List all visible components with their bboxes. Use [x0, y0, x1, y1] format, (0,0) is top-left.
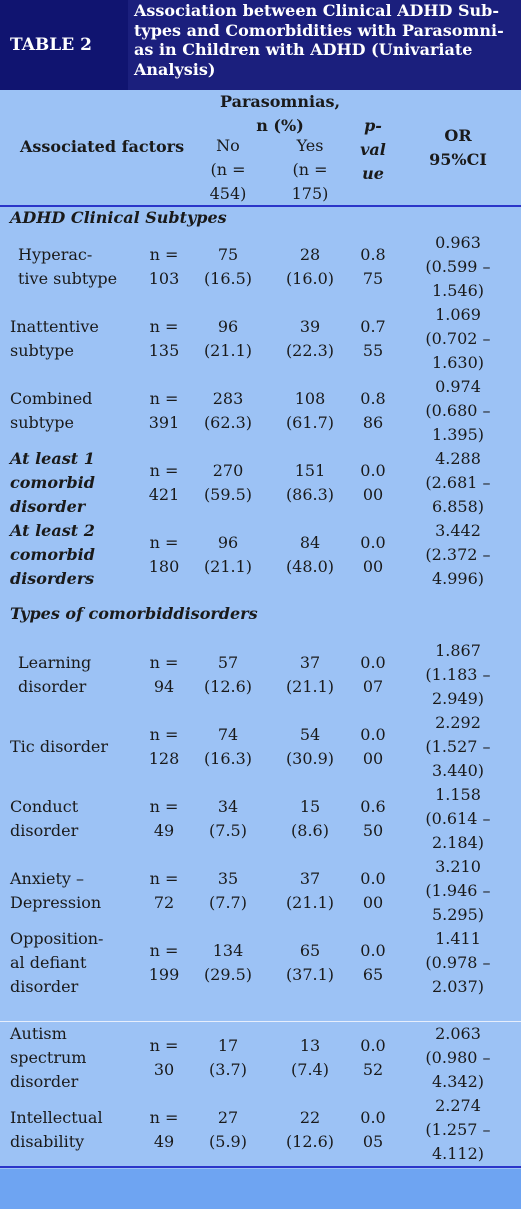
- row-yes-count: 39: [299, 317, 321, 336]
- row-or-ci: 2.949): [431, 689, 485, 708]
- row-yes-count: 22: [299, 1108, 321, 1127]
- row-n: n =: [149, 725, 179, 744]
- row-label: At least 2: [10, 521, 95, 540]
- header-or: 95%CI: [429, 150, 487, 169]
- row-yes-count: (12.6): [285, 1132, 335, 1151]
- row-yes-count: (21.1): [285, 677, 335, 696]
- row-label: Intellectual: [10, 1108, 103, 1127]
- table-title-line: types and Comorbidities with Parasomni-: [134, 20, 504, 40]
- row-yes-count: 28: [299, 245, 321, 264]
- row-yes-count: 15: [299, 797, 321, 816]
- row-no-count: (3.7): [209, 1060, 247, 1079]
- row-or-ci: 2.292: [435, 713, 481, 732]
- row-or-ci: 1.867: [435, 641, 481, 660]
- row-label: Tic disorder: [10, 737, 109, 756]
- row-n: 103: [148, 269, 180, 288]
- row-label: al defiant: [10, 953, 87, 972]
- row-or-ci: (1.257 –: [425, 1120, 491, 1139]
- row-or-ci: (1.183 –: [425, 665, 491, 684]
- row-or-ci: 2.184): [431, 833, 485, 852]
- row-no-count: 96: [217, 317, 239, 336]
- row-or-ci: 2.063: [435, 1024, 481, 1043]
- row-p-value: 0.0: [360, 461, 386, 480]
- row-or-ci: 4.996): [431, 569, 485, 588]
- header-no: (n =: [210, 160, 246, 179]
- row-or-ci: 3.442: [435, 521, 481, 540]
- row-or-ci: 4.342): [431, 1072, 485, 1091]
- header-no: No: [216, 136, 240, 155]
- row-n: n =: [149, 1036, 179, 1055]
- row-yes-count: 37: [299, 653, 321, 672]
- row-label: subtype: [10, 341, 74, 360]
- row-label: comorbid: [10, 473, 95, 492]
- row-or-ci: 3.440): [431, 761, 485, 780]
- row-no-count: 96: [217, 533, 239, 552]
- bottom-rule: [0, 1166, 521, 1168]
- row-p-value: 00: [362, 557, 384, 576]
- row-or-ci: 1.395): [431, 425, 485, 444]
- row-p-value: 0.0: [360, 1036, 386, 1055]
- row-or-ci: 0.974: [435, 377, 481, 396]
- row-n: n =: [149, 317, 179, 336]
- row-p-value: 00: [362, 893, 384, 912]
- header-p-value: p-: [364, 116, 382, 135]
- row-p-value: 0.0: [360, 725, 386, 744]
- row-no-count: (16.5): [203, 269, 253, 288]
- row-label: Autism: [10, 1024, 67, 1043]
- header-or: OR: [444, 126, 472, 145]
- row-label: disability: [10, 1132, 85, 1151]
- row-n: 421: [148, 485, 180, 504]
- header-yes: (n =: [292, 160, 328, 179]
- row-yes-count: (37.1): [285, 965, 335, 984]
- row-n: 128: [148, 749, 180, 768]
- row-p-value: 00: [362, 749, 384, 768]
- row-no-count: (12.6): [203, 677, 253, 696]
- row-or-ci: (0.614 –: [425, 809, 491, 828]
- row-or-ci: 1.158: [435, 785, 481, 804]
- row-yes-count: (16.0): [285, 269, 335, 288]
- row-no-count: (7.5): [209, 821, 247, 840]
- row-n: n =: [149, 245, 179, 264]
- row-yes-count: (86.3): [285, 485, 335, 504]
- row-or-ci: 1.411: [435, 929, 481, 948]
- header-yes: Yes: [296, 136, 324, 155]
- row-label: tive subtype: [18, 269, 118, 288]
- row-label: At least 1: [10, 449, 95, 468]
- row-no-count: 57: [217, 653, 239, 672]
- row-no-count: (62.3): [203, 413, 253, 432]
- row-no-count: (21.1): [203, 557, 253, 576]
- row-or-ci: 4.112): [431, 1144, 485, 1163]
- row-or-ci: 1.069: [435, 305, 481, 324]
- row-yes-count: (8.6): [291, 821, 329, 840]
- row-no-count: 134: [212, 941, 244, 960]
- row-label: disorder: [10, 821, 79, 840]
- row-yes-count: 65: [299, 941, 321, 960]
- row-p-value: 75: [362, 269, 384, 288]
- row-no-count: 27: [217, 1108, 239, 1127]
- row-n: 135: [148, 341, 180, 360]
- row-no-count: 74: [217, 725, 239, 744]
- row-n: n =: [149, 797, 179, 816]
- row-yes-count: 37: [299, 869, 321, 888]
- row-n: n =: [149, 1108, 179, 1127]
- row-label: disorder: [10, 1072, 79, 1091]
- row-label: subtype: [10, 413, 74, 432]
- row-label: Combined: [10, 389, 93, 408]
- row-n: 180: [148, 557, 180, 576]
- row-yes-count: 13: [299, 1036, 321, 1055]
- row-no-count: (59.5): [203, 485, 253, 504]
- row-n: 72: [153, 893, 175, 912]
- row-label: disorder: [10, 977, 79, 996]
- row-or-ci: (0.599 –: [425, 257, 491, 276]
- row-or-ci: (0.980 –: [425, 1048, 491, 1067]
- footer-band: [0, 1169, 521, 1209]
- header-yes: 175): [291, 184, 329, 203]
- row-or-ci: 2.274: [435, 1096, 481, 1115]
- row-or-ci: 3.210: [435, 857, 481, 876]
- row-label: Anxiety –: [10, 869, 85, 888]
- row-p-value: 0.0: [360, 1108, 386, 1127]
- row-yes-count: (61.7): [285, 413, 335, 432]
- row-n: 391: [148, 413, 180, 432]
- header-parasomnias: n (%): [256, 116, 304, 135]
- table-title-line: as in Children with ADHD (Univariate: [134, 40, 473, 59]
- row-p-value: 07: [362, 677, 384, 696]
- row-p-value: 0.0: [360, 533, 386, 552]
- row-p-value: 0.0: [360, 653, 386, 672]
- row-n: n =: [149, 869, 179, 888]
- row-n: 30: [153, 1060, 175, 1079]
- table-number: [0, 0, 128, 90]
- row-yes-count: 151: [294, 461, 326, 480]
- table-title-line: Association between Clinical ADHD Sub-: [134, 1, 499, 20]
- row-label: Hyperac-: [18, 245, 93, 264]
- row-no-count: (21.1): [203, 341, 253, 360]
- row-yes-count: 54: [299, 725, 321, 744]
- row-n: 199: [148, 965, 180, 984]
- table-number-text: TABLE 2: [10, 35, 92, 55]
- row-p-value: 00: [362, 485, 384, 504]
- row-no-count: (5.9): [209, 1132, 247, 1151]
- row-yes-count: (30.9): [285, 749, 335, 768]
- row-p-value: 55: [362, 341, 384, 360]
- row-p-value: 0.7: [360, 317, 386, 336]
- row-label: comorbid: [10, 545, 95, 564]
- row-no-count: 17: [217, 1036, 239, 1055]
- row-p-value: 0.6: [360, 797, 386, 816]
- row-n: n =: [149, 389, 179, 408]
- row-label: Depression: [10, 893, 102, 912]
- header-no: 454): [209, 184, 247, 203]
- header-parasomnias: Parasomnias,: [219, 92, 341, 111]
- row-p-value: 50: [362, 821, 384, 840]
- row-or-ci: 1.546): [431, 281, 485, 300]
- row-n: 49: [153, 1132, 175, 1151]
- row-label: Conduct: [10, 797, 79, 816]
- row-n: 94: [153, 677, 175, 696]
- row-label: disorder: [10, 497, 86, 516]
- row-label: Opposition-: [10, 929, 104, 948]
- section-heading: ADHD Clinical Subtypes: [10, 208, 227, 227]
- row-no-count: 35: [217, 869, 239, 888]
- row-n: n =: [149, 653, 179, 672]
- row-no-count: 270: [212, 461, 244, 480]
- row-or-ci: 5.295): [431, 905, 485, 924]
- row-yes-count: (21.1): [285, 893, 335, 912]
- row-yes-count: 84: [299, 533, 321, 552]
- row-label: spectrum: [10, 1048, 87, 1067]
- row-yes-count: (7.4): [291, 1060, 329, 1079]
- row-or-ci: 1.630): [431, 353, 485, 372]
- divider-line: [0, 1021, 521, 1022]
- row-n: n =: [149, 533, 179, 552]
- row-or-ci: (0.702 –: [425, 329, 491, 348]
- row-no-count: (7.7): [209, 893, 247, 912]
- row-or-ci: (0.978 –: [425, 953, 491, 972]
- row-n: 49: [153, 821, 175, 840]
- row-or-ci: 2.037): [431, 977, 485, 996]
- row-label: Learning: [18, 653, 92, 672]
- row-or-ci: (1.527 –: [425, 737, 491, 756]
- row-yes-count: (48.0): [285, 557, 335, 576]
- row-p-value: 0.8: [360, 245, 386, 264]
- row-p-value: 86: [362, 413, 384, 432]
- row-p-value: 05: [362, 1132, 384, 1151]
- row-or-ci: 6.858): [431, 497, 485, 516]
- header-associated-factors: Associated factors: [20, 137, 185, 156]
- row-or-ci: (2.681 –: [425, 473, 491, 492]
- row-or-ci: (1.946 –: [425, 881, 491, 900]
- row-yes-count: 108: [294, 389, 326, 408]
- row-no-count: (29.5): [203, 965, 253, 984]
- table-header-band: [0, 0, 521, 90]
- row-p-value: 0.0: [360, 869, 386, 888]
- row-label: disorder: [18, 677, 87, 696]
- row-or-ci: (2.372 –: [425, 545, 491, 564]
- row-or-ci: 0.963: [435, 233, 481, 252]
- row-or-ci: (0.680 –: [425, 401, 491, 420]
- row-n: n =: [149, 461, 179, 480]
- row-label: disorders: [10, 569, 95, 588]
- row-no-count: 283: [212, 389, 244, 408]
- section-heading: Types of comorbiddisorders: [10, 604, 258, 623]
- row-p-value: 52: [362, 1060, 384, 1079]
- table-title-line: Analysis): [134, 59, 216, 79]
- row-p-value: 0.0: [360, 941, 386, 960]
- header-p-value: val: [360, 140, 386, 159]
- row-no-count: (16.3): [203, 749, 253, 768]
- row-no-count: 34: [217, 797, 239, 816]
- row-no-count: 75: [217, 245, 239, 264]
- row-label: Inattentive: [10, 317, 99, 336]
- row-yes-count: (22.3): [285, 341, 335, 360]
- row-or-ci: 4.288: [435, 449, 481, 468]
- row-p-value: 65: [362, 965, 384, 984]
- row-n: n =: [149, 941, 179, 960]
- table-title: [134, 1, 517, 79]
- row-p-value: 0.8: [360, 389, 386, 408]
- header-p-value: ue: [362, 164, 384, 183]
